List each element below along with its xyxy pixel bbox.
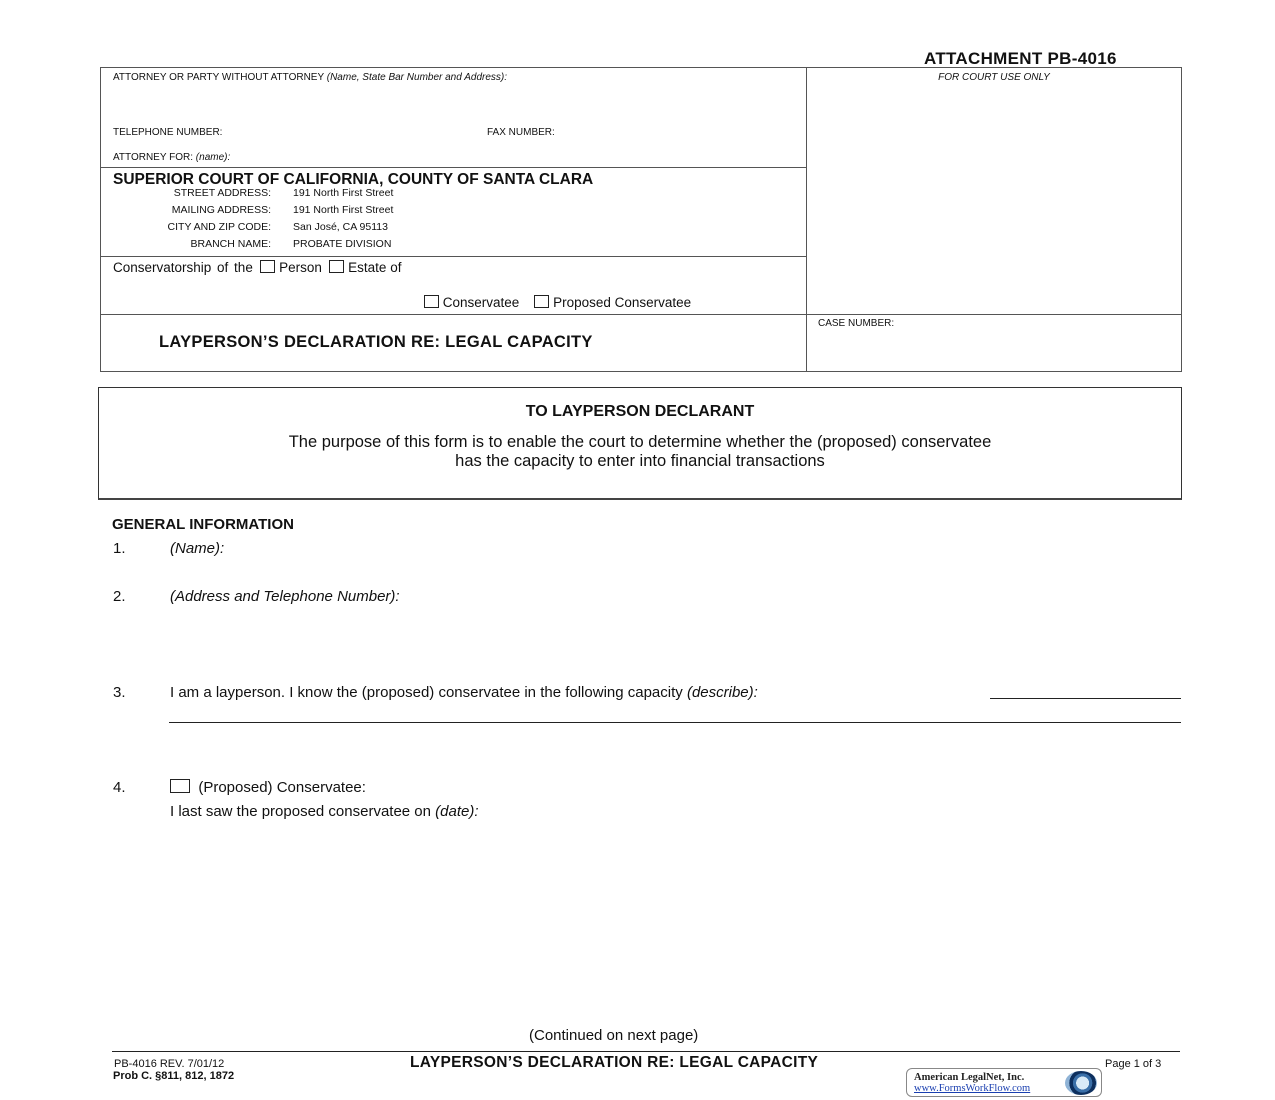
- last-saw-date-field[interactable]: [605, 801, 1180, 821]
- name-field[interactable]: [250, 538, 1180, 558]
- attorney-for-field[interactable]: [113, 152, 230, 163]
- notice-line-2: has the capacity to enter into financial transactions: [455, 452, 825, 470]
- continued-note: (Continued on next page): [529, 1027, 699, 1044]
- last-saw-statement: [170, 803, 479, 820]
- conservatee-label: Conservatee: [442, 295, 520, 310]
- case-number-field[interactable]: [811, 332, 1177, 366]
- conservatee-status-line: [424, 295, 691, 310]
- form-revision: PB-4016 REV. 7/01/12: [114, 1058, 225, 1070]
- footer-rule: [112, 1051, 1180, 1052]
- proposed-conservatee-option: [170, 779, 366, 796]
- capacity-hint: (describe):: [686, 684, 758, 701]
- item-1-number: 1.: [113, 540, 126, 557]
- mailing-address-value: 191 North First Street: [293, 204, 394, 216]
- capacity-field-line-1[interactable]: [990, 698, 1181, 699]
- divider: [101, 314, 1181, 315]
- statute-reference: Prob C. §811, 812, 1872: [113, 1070, 235, 1082]
- notice-title: TO LAYPERSON DECLARANT: [525, 403, 755, 420]
- section-heading: GENERAL INFORMATION: [112, 516, 294, 533]
- divider: [101, 167, 806, 168]
- proposed-conservatee-label: Proposed Conservatee: [553, 295, 692, 310]
- last-saw-hint: (date):: [435, 803, 479, 820]
- capacity-text: I am a layperson. I know the (proposed) conservatee in the following capacity: [170, 684, 687, 701]
- branch-name-value: PROBATE DIVISION: [293, 238, 392, 250]
- capacity-statement: [170, 684, 758, 701]
- address-phone-field[interactable]: [500, 586, 1180, 646]
- item-3-number: 3.: [113, 684, 126, 701]
- attachment-title: ATTACHMENT PB-4016: [924, 49, 1117, 68]
- attorney-hint: (Name, State Bar Number and Address):: [326, 72, 508, 83]
- logo-url-link[interactable]: www.FormsWorkFlow.com: [914, 1083, 1031, 1094]
- conservatorship-prefix: Conservatorship of the: [113, 260, 253, 275]
- telephone-label: TELEPHONE NUMBER:: [113, 127, 223, 138]
- estate-label: Estate of: [348, 260, 402, 275]
- proposed-conservatee-checkbox[interactable]: [534, 295, 549, 308]
- logo-company-name: American LegalNet, Inc.: [914, 1072, 1025, 1083]
- capacity-field-line-2[interactable]: [169, 722, 1181, 723]
- column-divider: [806, 68, 807, 371]
- form-title: LAYPERSON’S DECLARATION RE: LEGAL CAPACITY: [159, 333, 593, 351]
- attorney-field[interactable]: [113, 72, 507, 83]
- fax-label: FAX NUMBER:: [487, 127, 555, 138]
- branch-name-label: BRANCH NAME:: [190, 238, 271, 250]
- attorney-label: ATTORNEY OR PARTY WITHOUT ATTORNEY: [113, 72, 324, 83]
- page-indicator: Page 1 of 3: [1105, 1058, 1162, 1070]
- american-legalnet-logo[interactable]: [906, 1068, 1102, 1097]
- court-name: SUPERIOR COURT OF CALIFORNIA, COUNTY OF SANTA CLARA: [113, 171, 594, 188]
- caption-table: [100, 67, 1182, 372]
- person-checkbox[interactable]: [260, 260, 275, 273]
- item-4-checkbox[interactable]: [170, 779, 190, 793]
- item-2-number: 2.: [113, 588, 126, 605]
- conservatorship-line: [113, 260, 401, 275]
- estate-checkbox[interactable]: [329, 260, 344, 273]
- divider: [101, 256, 806, 257]
- city-zip-value: San José, CA 95113: [293, 221, 388, 233]
- name-label: (Name):: [170, 540, 225, 557]
- footer-title: LAYPERSON’S DECLARATION RE: LEGAL CAPACITY: [410, 1054, 819, 1071]
- conservatee-checkbox[interactable]: [424, 295, 439, 308]
- notice-line-1: The purpose of this form is to enable the court to determine whether the (proposed) conservatee: [288, 433, 992, 451]
- street-address-label: STREET ADDRESS:: [173, 187, 271, 199]
- item-4-number: 4.: [113, 779, 126, 796]
- notice-box: [98, 387, 1182, 500]
- notice-body: [99, 433, 1181, 471]
- attorney-for-hint: (name):: [195, 152, 231, 163]
- item-4-checkbox-label: (Proposed) Conservatee:: [198, 779, 366, 796]
- court-use-label: FOR COURT USE ONLY: [938, 72, 1050, 83]
- street-address-value: 191 North First Street: [293, 187, 394, 199]
- case-number-label: CASE NUMBER:: [818, 318, 895, 329]
- mailing-address-label: MAILING ADDRESS:: [171, 204, 271, 216]
- person-label: Person: [279, 260, 322, 275]
- attorney-for-label: ATTORNEY FOR:: [113, 152, 194, 163]
- city-zip-label: CITY AND ZIP CODE:: [167, 221, 271, 233]
- address-phone-label: (Address and Telephone Number):: [170, 588, 400, 605]
- last-saw-text: I last saw the proposed conservatee on: [170, 803, 436, 820]
- globe-icon: [1065, 1071, 1097, 1095]
